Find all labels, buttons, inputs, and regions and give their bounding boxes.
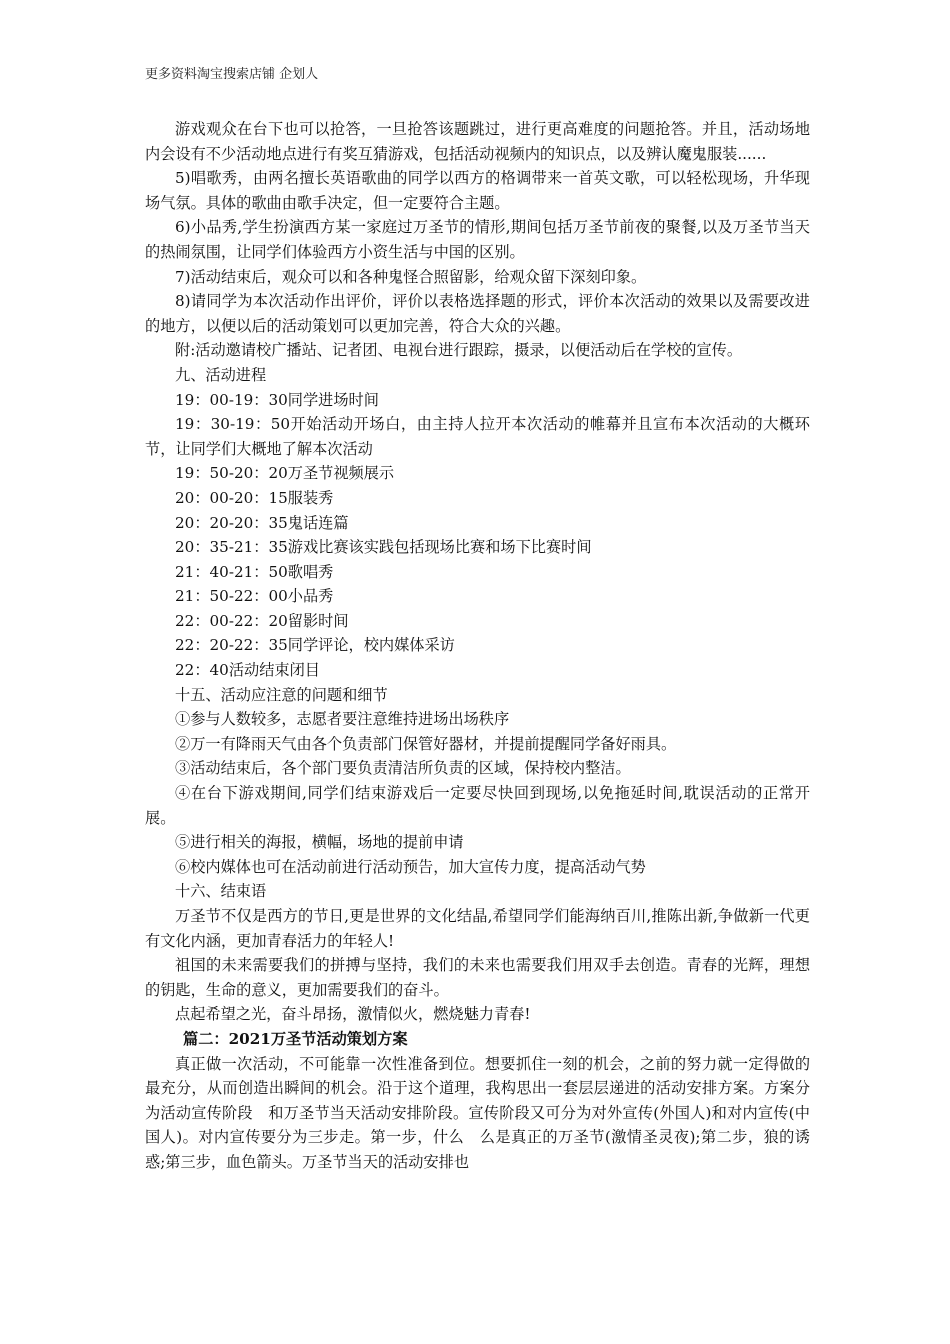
paragraph: ④在台下游戏期间,同学们结束游戏后一定要尽快回到现场,以免拖延时间,耽误活动的正常开展。 bbox=[145, 784, 810, 827]
paragraph: 19：50-20：20万圣节视频展示 bbox=[175, 464, 395, 483]
paragraph: 真正做一次活动，不可能靠一次性准备到位。想要抓住一刻的机会，之前的努力就一定得做的最充分，从而创造出瞬间的机会。沿于这个道理，我构思出一套层层递进的活动安排方案。方案分为活动宣传阶段 和万圣节当天活动安排阶段。宣传阶段又可分为对外宣传(外国人)和对内宣传(中国人)。对内宣传要分为三步走。第一步，什么 么是真正的万圣节(激情圣灵夜);第二步，狼的诱惑;第三步，血色箭头。万圣节当天的活动安排也 bbox=[145, 1054, 810, 1171]
paragraph: 21：50-22：00小品秀 bbox=[175, 587, 334, 606]
paragraph: 九、活动进程 bbox=[175, 365, 267, 384]
paragraph: 万圣节不仅是西方的节日,更是世界的文化结晶,希望同学们能海纳百川,推陈出新,争做新一代更有文化内涵，更加青春活力的年轻人! bbox=[145, 907, 810, 950]
paragraph: 5)唱歌秀，由两名擅长英语歌曲的同学以西方的格调带来一首英文歌，可以轻松现场，升华现场气氛。具体的歌曲由歌手决定，但一定要符合主题。 bbox=[145, 169, 810, 212]
paragraph: 8)请同学为本次活动作出评价，评价以表格选择题的形式，评价本次活动的效果以及需要改进的地方，以便以后的活动策划可以更加完善，符合大众的兴趣。 bbox=[145, 292, 810, 335]
paragraph: 21：40-21：50歌唱秀 bbox=[175, 562, 334, 581]
paragraph: 20：20-20：35鬼话连篇 bbox=[175, 513, 349, 532]
paragraph: 22：00-22：20留影时间 bbox=[175, 611, 349, 630]
paragraph: 祖国的未来需要我们的拼搏与坚持，我们的未来也需要我们用双手去创造。青春的光辉，理想的钥匙，生命的意义，更加需要我们的奋斗。 bbox=[145, 956, 810, 999]
paragraph: 点起希望之光，奋斗昂扬，激情似火，燃烧魅力青春! bbox=[175, 1005, 531, 1024]
paragraph: 6)小品秀,学生扮演西方某一家庭过万圣节的情形,期间包括万圣节前夜的聚餐,以及万圣节当天的热闹氛围，让同学们体验西方小资生活与中国的区别。 bbox=[145, 218, 810, 261]
paragraph: 22：20-22：35同学评论，校内媒体采访 bbox=[175, 636, 455, 655]
paragraph: 20：00-20：15服装秀 bbox=[175, 488, 334, 507]
paragraph: 游戏观众在台下也可以抢答，一旦抢答该题跳过，进行更高难度的问题抢答。并且，活动场地内会设有不少活动地点进行有奖互猜游戏，包括活动视频内的知识点，以及辨认魔鬼服装...... bbox=[145, 120, 810, 163]
paragraph: ⑤进行相关的海报，横幅，场地的提前申请 bbox=[175, 833, 464, 852]
paragraph: 7)活动结束后，观众可以和各种鬼怪合照留影，给观众留下深刻印象。 bbox=[175, 267, 647, 286]
paragraph: 20：35-21：35游戏比赛该实践包括现场比赛和场下比赛时间 bbox=[175, 538, 592, 557]
document-body bbox=[145, 117, 810, 1175]
paragraph: 19：30-19：50开始活动开场白，由主持人拉开本次活动的帷幕并且宣布本次活动的大概环节，让同学们大概地了解本次活动 bbox=[145, 415, 810, 458]
paragraph: 十六、结束语 bbox=[175, 882, 267, 901]
page-header: 更多资料淘宝搜索店铺 企划人 bbox=[145, 67, 319, 82]
paragraph: ②万一有降雨天气由各个负责部门保管好器材，并提前提醒同学备好雨具。 bbox=[175, 734, 677, 753]
paragraph: 十五、活动应注意的问题和细节 bbox=[175, 685, 388, 704]
section-heading: 篇二：2021万圣节活动策划方案 bbox=[183, 1029, 408, 1048]
paragraph: ⑥校内媒体也可在活动前进行活动预告，加大宣传力度，提高活动气势 bbox=[175, 857, 646, 876]
paragraph: 22：40活动结束闭目 bbox=[175, 661, 320, 680]
paragraph: 附:活动邀请校广播站、记者团、电视台进行跟踪，摄录，以便活动后在学校的宣传。 bbox=[175, 341, 743, 360]
paragraph: ③活动结束后，各个部门要负责清洁所负责的区域，保持校内整洁。 bbox=[175, 759, 631, 778]
paragraph: 19：00-19：30同学进场时间 bbox=[175, 390, 379, 409]
paragraph: ①参与人数较多，志愿者要注意维持进场出场秩序 bbox=[175, 710, 510, 729]
